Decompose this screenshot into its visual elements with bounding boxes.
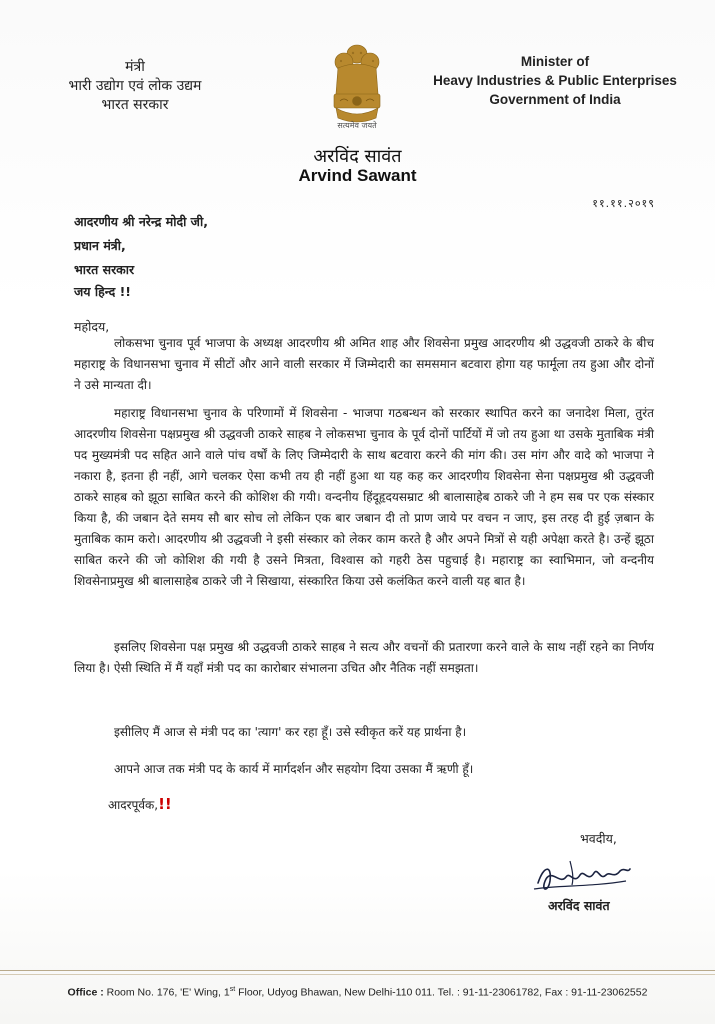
footer-divider-secondary bbox=[0, 974, 715, 975]
closing-text: आदरपूर्वक, bbox=[108, 798, 159, 812]
english-ministry: Heavy Industries & Public Enterprises bbox=[433, 73, 677, 88]
recipient-line-1: आदरणीय श्री नरेन्द्र मोदी जी, bbox=[74, 214, 208, 229]
closing-exclamation: !! bbox=[158, 795, 172, 813]
letter-date: ११.११.२०१९ bbox=[592, 197, 655, 210]
footer-label: Office : bbox=[67, 986, 104, 999]
english-title: Minister of bbox=[520, 54, 590, 69]
hindi-designation-block bbox=[30, 58, 240, 115]
greeting: जय हिन्द !! bbox=[74, 284, 132, 299]
body-paragraph-3: इसलिए शिवसेना पक्ष प्रमुख श्री उद्धवजी ठाकरे साहब ने सत्य और वचनों की प्रतारणा करने वाले के साथ नहीं रहने का निर्णय लिया है। ऐसी स्थिति में मैं यहाँ मंत्री पद का कारोबार संभालना उचित और नैतिक नहीं समझता। bbox=[74, 640, 654, 675]
sender-name-english: Arvind Sawant bbox=[298, 166, 417, 185]
body-paragraph-2: महाराष्ट्र विधानसभा चुनाव के परिणामों में शिवसेना - भाजपा गठबन्धन को सरकार स्थापित करने का जनादेश मिला, तुरंत आदरणीय शिवसेना पक्षप्रमुख श्री उद्धवजी ठाकरे साहब ने लोकसभा चुनाव के पूर्व दोनों पार्टियों में जो तय हुआ था उसके मुताबिक मंत्री पद मुख्यमंत्री पद सहित आने वाले पांच वर्षों के लिए जिम्मेदारी के साथ बटवारा करने की मांग की। उस मांग और वादे को भाजपा ने नकारा है, इतना ही नहीं, आगे चलकर ऐसा कभी तय ही नहीं हुआ था यह कह कर आदरणीय शिवसेना सेना पक्षप्रमुख श्री उद्धवजी ठाकरे साहब को झूठा साबित करने की कोशिश की गयी। वन्दनीय हिंदूहृदयसम्राट श्री बालासाहेब ठाकरे जी ने हम सब पर एक संस्कार किया है, की जबान देते समय सौ बार सोच लो लेकिन एक बार जबान दी तो प्राण जाये पर वचन न जाए, इस तरह दी हुई ज़बान के मुताबिक काम करो। आदरणीय श्री उद्धवजी ने इसी संस्कार को लेकर काम करते है और अपने मित्रों से यही अपेक्षा करते है। उन्हें झूठा साबित करने की जो कोशिश की गयी है उसने मित्रता, विश्वास को गहरी ठेस पहुचाई है। महाराष्ट्र का स्वाभिमान, जो वन्दनीय शिवसेनाप्रमुख श्री बालासाहेब ठाकरे जी ने सिखाया, संस्कारित किया उसे कलंकित करने वाली यह बात है। bbox=[74, 406, 654, 588]
sender-name-hindi: अरविंद सावंत bbox=[313, 146, 402, 167]
signatory-name: अरविंद सावंत bbox=[548, 898, 610, 913]
recipient-line-2: प्रधान मंत्री, bbox=[74, 238, 126, 253]
office-address-footer bbox=[0, 986, 715, 999]
hindi-title: मंत्री bbox=[125, 59, 145, 75]
body-paragraph-4: इसीलिए मैं आज से मंत्री पद का 'त्याग' कर रहा हूँ। उसे स्वीकृत करें यह प्रार्थना है। bbox=[114, 725, 467, 739]
recipient-line-3: भारत सरकार bbox=[74, 262, 135, 277]
sign-off: भवदीय, bbox=[580, 831, 617, 846]
salutation: महोदय, bbox=[74, 319, 110, 334]
footer-divider bbox=[0, 970, 715, 971]
english-govt: Government of India bbox=[489, 92, 621, 107]
closing-line bbox=[108, 795, 172, 813]
recipient-address bbox=[74, 210, 208, 282]
emblem-motto: सत्यमेव जयते bbox=[337, 121, 377, 130]
hindi-govt: भारत सरकार bbox=[101, 97, 169, 113]
handwritten-signature bbox=[530, 855, 640, 900]
english-designation-block bbox=[420, 52, 690, 109]
footer-sup: st bbox=[229, 986, 236, 993]
footer-text-a: Room No. 176, 'E' Wing, 1 bbox=[103, 986, 230, 999]
body-paragraph-5: आपने आज तक मंत्री पद के कार्य में मार्गदर्शन और सहयोग दिया उसका मैं ऋणी हूँ। bbox=[114, 762, 474, 776]
hindi-ministry: भारी उद्योग एवं लोक उद्यम bbox=[68, 78, 202, 94]
body-paragraph-1: लोकसभा चुनाव पूर्व भाजपा के अध्यक्ष आदरणीय श्री अमित शाह और शिवसेना प्रमुख आदरणीय श्री उद्धवजी ठाकरे के बीच महाराष्ट्र के विधानसभा चुनाव में सीटों और आने वाली सरकार में जिम्मेदारी का समसमान बटवारा होगा यह फार्मूला तय हुआ और दोनों ने उसे मान्यता दी। bbox=[74, 336, 654, 392]
footer-text-b: Floor, Udyog Bhawan, New Delhi-110 011. Tel. : 91-11-23061782, Fax : 91-11-23062552 bbox=[235, 986, 648, 999]
